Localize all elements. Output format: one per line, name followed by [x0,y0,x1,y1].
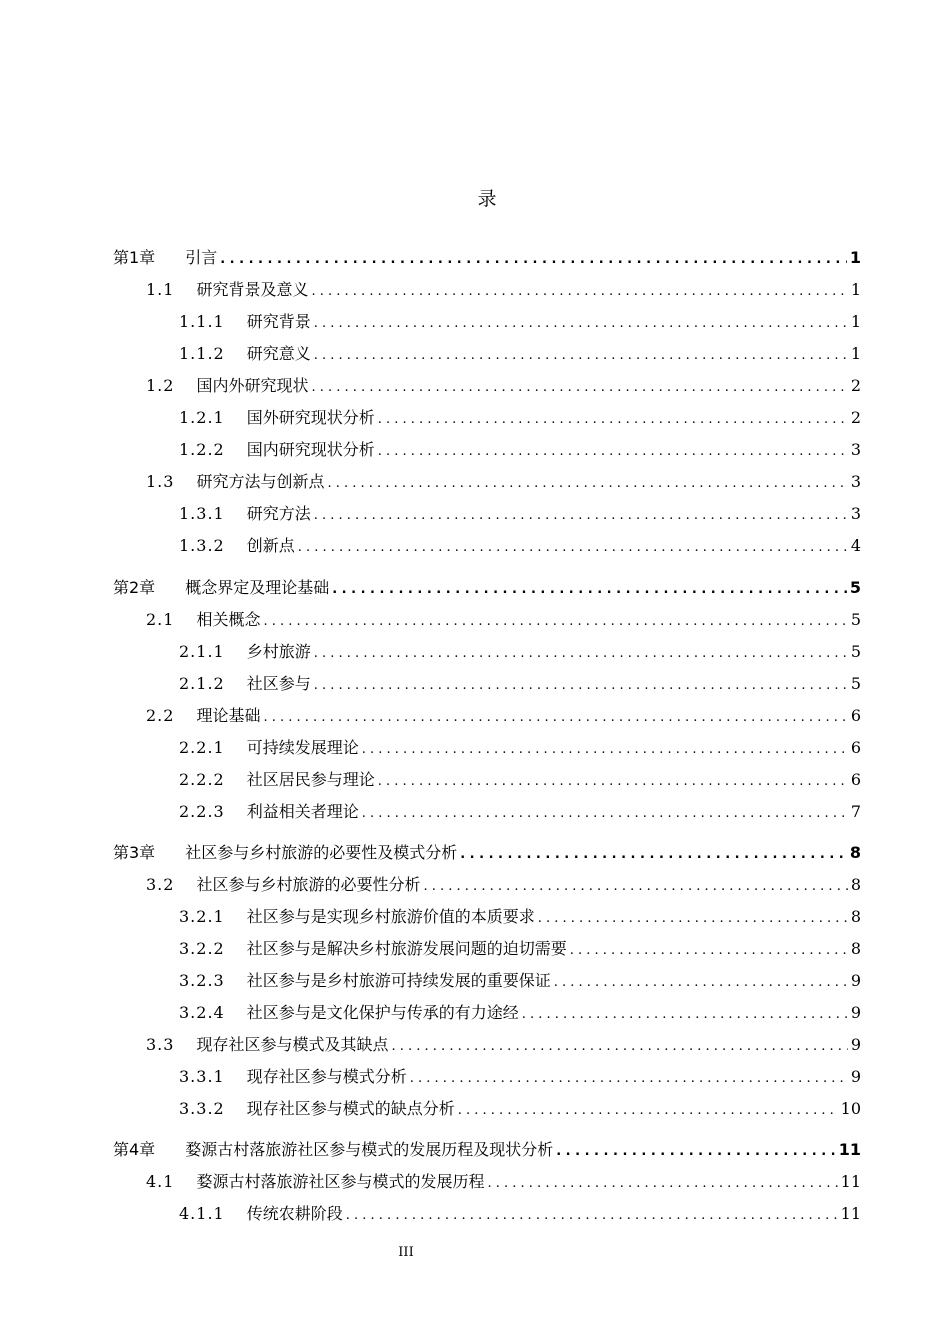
toc-entry[interactable] [179,768,861,792]
toc-entry-title: 社区参与是实现乡村旅游价值的本质要求 [246,907,535,926]
toc-entry-number: 1.1.1 [179,312,225,331]
toc-entry[interactable] [179,800,861,824]
toc-entry-title: 研究方法 [246,504,311,523]
toc-entry[interactable] [146,1170,861,1194]
toc-entry[interactable] [146,1033,861,1057]
dot-leader [460,843,847,867]
toc-entry[interactable] [179,672,861,696]
toc-entry-page: 6 [850,706,861,725]
toc-entry-number: 1.2.2 [179,440,225,459]
dot-leader [220,248,847,272]
toc-entry-number: 第2章 [113,578,156,597]
toc-entry-number: 1.3.1 [179,504,225,523]
toc-entry[interactable] [179,736,861,760]
toc-entry[interactable] [179,905,861,929]
toc-entry-number: 1.3 [146,472,175,491]
dot-leader [554,971,848,995]
toc-entry[interactable] [179,640,861,664]
toc-entry-page: 3 [850,472,861,491]
dot-leader [327,472,847,496]
dot-leader [311,280,847,304]
dot-leader [378,408,848,432]
toc-entry-page: 2 [850,376,861,395]
toc-entry-page: 3 [850,440,861,459]
toc-entry-number: 2.2.2 [179,770,225,789]
toc-entry[interactable] [113,576,861,600]
toc-entry-page: 11 [838,1140,861,1159]
toc-entry-title: 理论基础 [196,706,261,725]
toc-entry[interactable] [146,873,861,897]
dot-leader [487,1172,837,1196]
toc-entry-title: 创新点 [246,536,295,555]
toc-entry-number: 3.3.2 [179,1099,225,1118]
toc-entry-title: 社区参与乡村旅游的必要性分析 [196,875,421,894]
toc-entry[interactable] [146,374,861,398]
toc-entry[interactable] [179,438,861,462]
dot-leader [332,578,847,602]
toc-entry-number: 3.2.2 [179,939,225,958]
toc-entry-page: 5 [849,578,861,597]
toc-entry-number: 2.1.2 [179,674,225,693]
toc-entry-number: 第4章 [113,1140,156,1159]
toc-entry[interactable] [146,608,861,632]
dot-leader [378,440,848,464]
toc-entry[interactable] [179,1065,861,1089]
toc-entry-page: 8 [849,843,861,862]
dot-leader [311,376,847,400]
toc-entry-title: 现存社区参与模式分析 [246,1067,407,1086]
dot-leader [522,1003,848,1027]
toc-entry-page: 8 [850,939,861,958]
dot-leader [423,875,847,899]
dot-leader [314,504,848,528]
toc-entry-title: 社区参与是乡村旅游可持续发展的重要保证 [246,971,551,990]
toc-entry[interactable] [113,246,861,270]
toc-entry[interactable] [179,1097,861,1121]
dot-leader [458,1099,838,1123]
toc-entry-title: 研究背景 [246,312,311,331]
toc-entry-title: 研究方法与创新点 [196,472,325,491]
page-title: 录 [477,188,497,210]
toc-entry[interactable] [146,704,861,728]
dot-leader [314,312,848,336]
toc-entry-page: 9 [850,1035,861,1054]
dot-leader [298,536,848,560]
toc-entry-number: 3.2 [146,875,175,894]
toc-entry-title: 社区参与 [246,674,311,693]
toc-entry-title: 婺源古村落旅游社区参与模式的发展历程及现状分析 [185,1140,554,1159]
toc-entry-number: 2.2 [146,706,175,725]
toc-entry-title: 乡村旅游 [246,642,311,661]
toc-entry-title: 社区参与是解决乡村旅游发展问题的迫切需要 [246,939,567,958]
toc-entry-number: 3.2.3 [179,971,225,990]
toc-entry-page: 1 [850,312,861,331]
toc-entry-title: 研究意义 [246,344,311,363]
toc-entry-page: 9 [850,1067,861,1086]
toc-entry-number: 2.1.1 [179,642,225,661]
toc-entry-page: 2 [850,408,861,427]
toc-entry[interactable] [179,406,861,430]
toc-entry-title: 现存社区参与模式及其缺点 [196,1035,389,1054]
toc-entry-page: 7 [850,802,861,821]
dot-leader [538,907,848,931]
toc-entry-number: 第3章 [113,843,156,862]
toc-entry[interactable] [146,278,861,302]
dot-leader [314,674,848,698]
toc-entry-page: 5 [850,642,861,661]
toc-entry-page: 5 [850,610,861,629]
dot-leader [346,1204,838,1228]
toc-entry-page: 4 [850,536,861,555]
page-number-footer: III [398,1245,414,1260]
toc-entry-number: 3.2.1 [179,907,225,926]
toc-entry-number: 1.2 [146,376,175,395]
toc-entry-page: 8 [850,875,861,894]
dot-leader [391,1035,847,1059]
toc-entry-page: 9 [850,971,861,990]
toc-entry[interactable] [179,1202,861,1226]
toc-entry-number: 2.1 [146,610,175,629]
toc-entry[interactable] [179,937,861,961]
toc-entry[interactable] [179,342,861,366]
toc-entry-title: 社区居民参与理论 [246,770,375,789]
dot-leader [362,802,848,826]
dot-leader [556,1140,836,1164]
toc-entry-title: 婺源古村落旅游社区参与模式的发展历程 [196,1172,485,1191]
toc-entry[interactable] [179,969,861,993]
toc-entry-page: 11 [840,1204,861,1223]
dot-leader [263,706,847,730]
toc-entry-page: 8 [850,907,861,926]
toc-entry-title: 概念界定及理论基础 [185,578,330,597]
toc-entry-page: 9 [850,1003,861,1022]
dot-leader [570,939,848,963]
dot-leader [314,344,848,368]
dot-leader [362,738,848,762]
toc-entry-title: 社区参与是文化保护与传承的有力途经 [246,1003,519,1022]
toc-entry[interactable] [179,534,861,558]
toc-entry-title: 可持续发展理论 [246,738,359,757]
toc-entry-page: 1 [849,248,861,267]
toc-entry-title: 国外研究现状分析 [246,408,375,427]
toc-entry-number: 4.1 [146,1172,175,1191]
toc-entry-number: 1.1 [146,280,175,299]
dot-leader [314,642,848,666]
toc-entry[interactable] [179,1001,861,1025]
toc-entry-page: 6 [850,738,861,757]
dot-leader [410,1067,848,1091]
toc-entry[interactable] [113,841,861,865]
toc-entry-title: 传统农耕阶段 [246,1204,343,1223]
toc-entry-number: 1.2.1 [179,408,225,427]
toc-entry[interactable] [146,470,861,494]
toc-entry-title: 国内外研究现状 [196,376,309,395]
toc-entry-number: 第1章 [113,248,156,267]
toc-entry-number: 1.3.2 [179,536,225,555]
dot-leader [378,770,848,794]
toc-entry-number: 4.1.1 [179,1204,225,1223]
toc-entry-page: 10 [840,1099,861,1118]
dot-leader [263,610,847,634]
toc-entry[interactable] [179,310,861,334]
toc-entry-number: 3.3.1 [179,1067,225,1086]
toc-entry-page: 11 [840,1172,861,1191]
toc-entry-page: 1 [850,344,861,363]
toc-entry-number: 1.1.2 [179,344,225,363]
toc-entry[interactable] [179,502,861,526]
toc-entry-title: 研究背景及意义 [196,280,309,299]
toc-entry-title: 国内研究现状分析 [246,440,375,459]
toc-entry-title: 相关概念 [196,610,261,629]
toc-entry-page: 6 [850,770,861,789]
toc-entry-title: 社区参与乡村旅游的必要性及模式分析 [185,843,458,862]
toc-entry-number: 3.2.4 [179,1003,225,1022]
toc-entry-number: 2.2.1 [179,738,225,757]
toc-entry-page: 5 [850,674,861,693]
toc-entry-number: 3.3 [146,1035,175,1054]
toc-entry-title: 引言 [185,248,218,267]
toc-entry-number: 2.2.3 [179,802,225,821]
toc-entry-page: 1 [850,280,861,299]
toc-entry-page: 3 [850,504,861,523]
toc-entry[interactable] [113,1138,861,1162]
toc-entry-title: 利益相关者理论 [246,802,359,821]
toc-entry-title: 现存社区参与模式的缺点分析 [246,1099,455,1118]
